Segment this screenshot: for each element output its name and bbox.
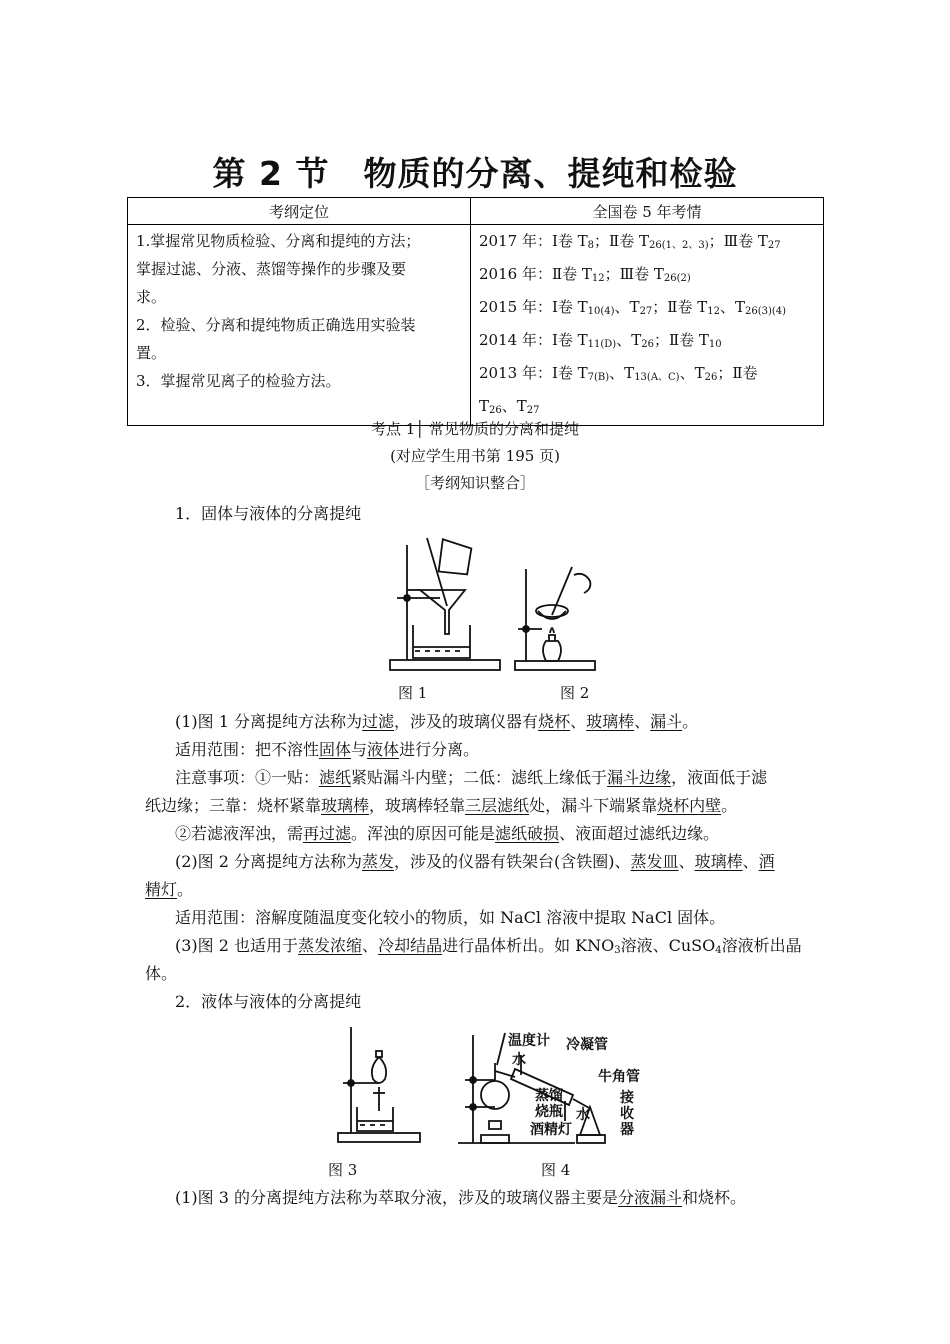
table-header-right: 全国卷 5 年考情 — [471, 198, 824, 225]
label-receiver: 接收器 — [620, 1090, 634, 1138]
requirement-line: 掌握过滤、分液、蒸馏等操作的步骤及要 — [136, 260, 407, 278]
requirement-line: 置。 — [136, 344, 167, 362]
requirement-line: 1.掌握常见物质检验、分离和提纯的方法； — [136, 232, 421, 250]
paragraph-evaporation-scope: 适用范围：溶解度随温度变化较小的物质，如 NaCl 溶液中提取 NaCl 固体。 — [175, 908, 726, 927]
paragraph-extraction: (1)图 3 的分离提纯方法称为萃取分液，涉及的玻璃仪器主要是分液漏斗和烧杯。 — [175, 1188, 747, 1207]
exam-year-row: 2013 年：Ⅰ卷 $T_{7(B)}$、$T_{13(A、C)}$、$T_{26}$；Ⅱ卷 — [479, 364, 758, 383]
exam-year-row: 2014 年：Ⅰ卷 $T_{11(D)}$、$T_{26}$；Ⅱ卷 $T_{10}$ — [479, 331, 722, 350]
label-water-bottom: 水 — [576, 1107, 590, 1123]
exam-year-row: 2017 年：Ⅰ卷 $T_8$；Ⅱ卷 $T_{26(1、2、3)}$；Ⅲ卷 $T_{27}$ — [479, 232, 781, 251]
syllabus-table — [127, 197, 824, 426]
paragraph-crystallization-line1: (3)图 2 也适用于蒸发浓缩、冷却结晶进行晶体析出。如 $KNO_3$溶液、CuSO$_4$溶液析出晶 — [175, 936, 802, 956]
exam-history — [471, 225, 824, 426]
paragraph-evaporation-line2: 精灯。 — [145, 880, 194, 899]
label-distillation-flask: 蒸馏烧瓶 — [535, 1088, 563, 1120]
part2-heading: 2．液体与液体的分离提纯 — [175, 992, 362, 1011]
paragraph-filtration: (1)图 1 分离提纯方法称为过滤，涉及的玻璃仪器有烧杯、玻璃棒、漏斗。 — [175, 712, 699, 731]
paragraph-crystallization-line2: 体。 — [145, 964, 178, 983]
paragraph-evaporation-line1: (2)图 2 分离提纯方法称为蒸发，涉及的仪器有铁架台(含铁圈)、蒸发皿、玻璃棒、酒 — [175, 852, 775, 871]
label-thermometer: 温度计 — [508, 1033, 550, 1049]
exam-year-row: 2016 年：Ⅱ卷 $T_{12}$；Ⅲ卷 $T_{26(2)}$ — [479, 265, 691, 284]
figure4-caption: 图 4 — [541, 1161, 571, 1179]
evaporation-apparatus-figure — [510, 565, 605, 675]
requirement-line: 3．掌握常见离子的检验方法。 — [136, 372, 341, 390]
section-tag: ［考纲知识整合］ — [414, 474, 535, 492]
paragraph-notes-line2: 纸边缘；三靠：烧杯紧靠玻璃棒，玻璃棒轻靠三层滤纸处，漏斗下端紧靠烧杯内壁。 — [145, 796, 738, 815]
figure3-caption: 图 3 — [328, 1161, 358, 1179]
paragraph-notes-line1: 注意事项：①一贴：滤纸紧贴漏斗内壁；二低：滤纸上缘低于漏斗边缘，液面低于滤 — [175, 768, 768, 787]
table-header-left: 考纲定位 — [128, 198, 471, 225]
paragraph-turbid: ②若滤液浑浊，需再过滤。浑浊的原因可能是滤纸破损、液面超过滤纸边缘。 — [175, 824, 720, 843]
figure1-caption: 图 1 — [398, 684, 428, 702]
separatory-funnel-figure — [335, 1025, 425, 1147]
label-water-top: 水 — [512, 1052, 526, 1068]
syllabus-requirements — [128, 225, 471, 426]
exam-year-row: $T_{26}$、$T_{27}$ — [479, 397, 540, 416]
requirement-line: 2．检验、分离和提纯物质正确选用实验装 — [136, 316, 416, 334]
filtration-apparatus-figure — [385, 530, 505, 675]
paragraph-filtration-scope: 适用范围：把不溶性固体与液体进行分离。 — [175, 740, 480, 759]
exam-year-row: 2015 年：Ⅰ卷 $T_{10(4)}$、$T_{27}$；Ⅱ卷 $T_{12}$、$T_{26(3)(4)}$ — [479, 298, 787, 317]
figure2-caption: 图 2 — [560, 684, 590, 702]
page-title: 第 2 节 物质的分离、提纯和检验 — [212, 154, 738, 193]
section-heading: 考点 1│ 常见物质的分离和提纯 — [370, 420, 580, 438]
requirement-line: 求。 — [136, 288, 167, 306]
label-condenser: 冷凝管 — [566, 1037, 608, 1053]
label-adapter: 牛角管 — [598, 1069, 640, 1085]
part1-heading: 1．固体与液体的分离提纯 — [175, 504, 362, 523]
section-reference: (对应学生用书第 195 页) — [390, 447, 560, 465]
label-alcohol-lamp: 酒精灯 — [530, 1122, 572, 1138]
